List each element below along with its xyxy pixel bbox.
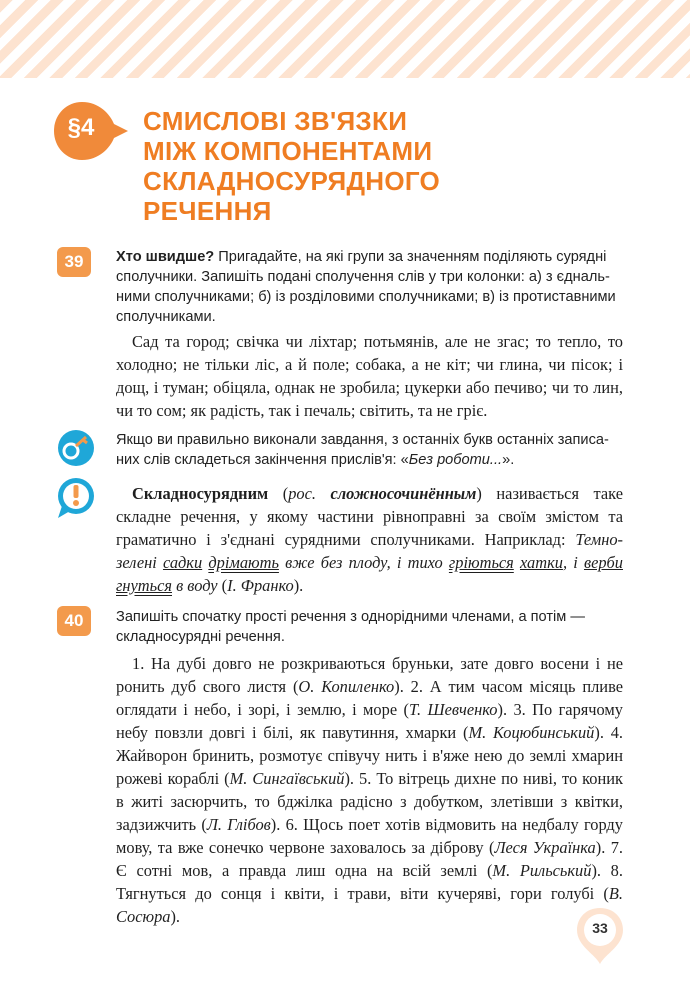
exercise-40-task: Запишіть спочатку прості речення з однорідними членами, а потім — складносурядні речення. bbox=[116, 609, 585, 645]
exercise-40-sentences: 1. На дубі довго не розкриваються бруньки, зате довго восени і не ронить дуб свого листя (О. Копиленко). 2. А тим часом місяць пливе оглядати і небо, і зорі, і землю, і море (Т. Шевченко). 3. По гарячому небу повзли довгі і білі, як павутиння, хмарки (М. Коцюбинський). 4. Жайворон бринить, розмотує співучу нить і в'яже нею до землі хмарин рожеві кораблі (М. Сингаївський). 5. То вітрець дихне по ниві, то коник в житі засюрчить, то бджілка радісно з добутком, злетівши з квітки, задзижчить (Л. Глібов). 6. Щось поет хотів відмовить на недбалу горду мову, та вже сонечко червоне заховалось за діброву (Леся Українка). 7. Є сотні мов, а правда лиш одна на всій землі (М. Рильський). 8. Тягнуться до сонця і квіти, і трави, віти кучеряві, гори голубі (В. Сосюра). bbox=[116, 654, 624, 926]
exercise-39-text: Пригадайте, на які групи за значенням поділяють сурядні сполучники. Запишіть подані сполучення слів у три колонки: а) з єднальними сполучниками; б) із розділовими сполучниками; в) із протиставними сполучниками. bbox=[116, 249, 616, 325]
exercise-number-39: 39 bbox=[57, 247, 91, 277]
rule-author: І. Франко bbox=[227, 576, 294, 595]
rule-ros-term: сложносочинённым bbox=[330, 484, 477, 503]
exercise-number-40: 40 bbox=[57, 606, 91, 636]
predicate: дрімають bbox=[208, 553, 279, 572]
page-number: 33 bbox=[592, 920, 608, 936]
key-note bbox=[116, 430, 623, 470]
key-note-proverb: Без роботи... bbox=[408, 452, 503, 468]
section-number: §4 bbox=[67, 114, 95, 141]
section-title bbox=[143, 106, 583, 226]
exercise-39-lead: Хто швидше? bbox=[116, 249, 215, 265]
key-note-text: Якщо ви правильно виконали завдання, з останніх букв останніх записаних слів складеться закінчення прислів'я: « bbox=[116, 432, 609, 468]
predicate: гріються bbox=[448, 553, 514, 572]
rule-text: ) називається таке складне речення, у якому частини рівноправні за своїм змістом та граматично і з'єднані сурядними сполучниками. Наприклад: bbox=[116, 484, 623, 549]
title-line: МІЖ КОМПОНЕНТАМИ bbox=[143, 136, 433, 166]
rule-definition: Складносурядним (рос. сложносочинённым) називається таке складне речення, у якому частини рівноправні за своїм змістом та граматично і з'єднані сурядними сполучниками. Наприклад: Темно-зелені садки дрімають вже без плоду, і тихо гріються хатки, і верби гнуться в воду (І. Франко). bbox=[116, 484, 623, 595]
rule-example: Темно-зелені садки дрімають вже без плоду, і тихо гріються хатки, і верби гнуться в воду bbox=[116, 530, 623, 595]
title-line: СМИСЛОВІ ЗВ'ЯЗКИ bbox=[143, 106, 408, 136]
subject: хатки bbox=[519, 553, 563, 572]
page-number-badge bbox=[575, 906, 625, 956]
rule-term: Складносурядним bbox=[132, 484, 269, 503]
subject: садки bbox=[162, 553, 203, 572]
title-line: РЕЧЕННЯ bbox=[143, 196, 272, 226]
exclamation-icon bbox=[56, 476, 96, 525]
header-stripes bbox=[0, 0, 690, 78]
exercise-39-words: Сад та город; свічка чи ліхтар; потьмянів, але не згас; то тепло, то холодно; не тільки ліс, а й поле; собака, а не кіт; чи глина, чи пісок; і дощ, і туман; обіцяла, однак не зробила; цукерки або печиво; чи то лин, чи то сом; як радість, так і печаль; світить, та не гріє. bbox=[116, 332, 623, 420]
key-icon bbox=[56, 428, 96, 473]
subject: верби bbox=[583, 553, 623, 572]
exercise-39-task bbox=[116, 247, 623, 327]
predicate: гнуться bbox=[116, 576, 172, 595]
title-line: СКЛАДНОСУРЯДНОГО bbox=[143, 166, 441, 196]
section-badge bbox=[54, 100, 116, 162]
rule-ros-label: рос. bbox=[288, 484, 316, 503]
key-note-end: ». bbox=[502, 452, 515, 468]
